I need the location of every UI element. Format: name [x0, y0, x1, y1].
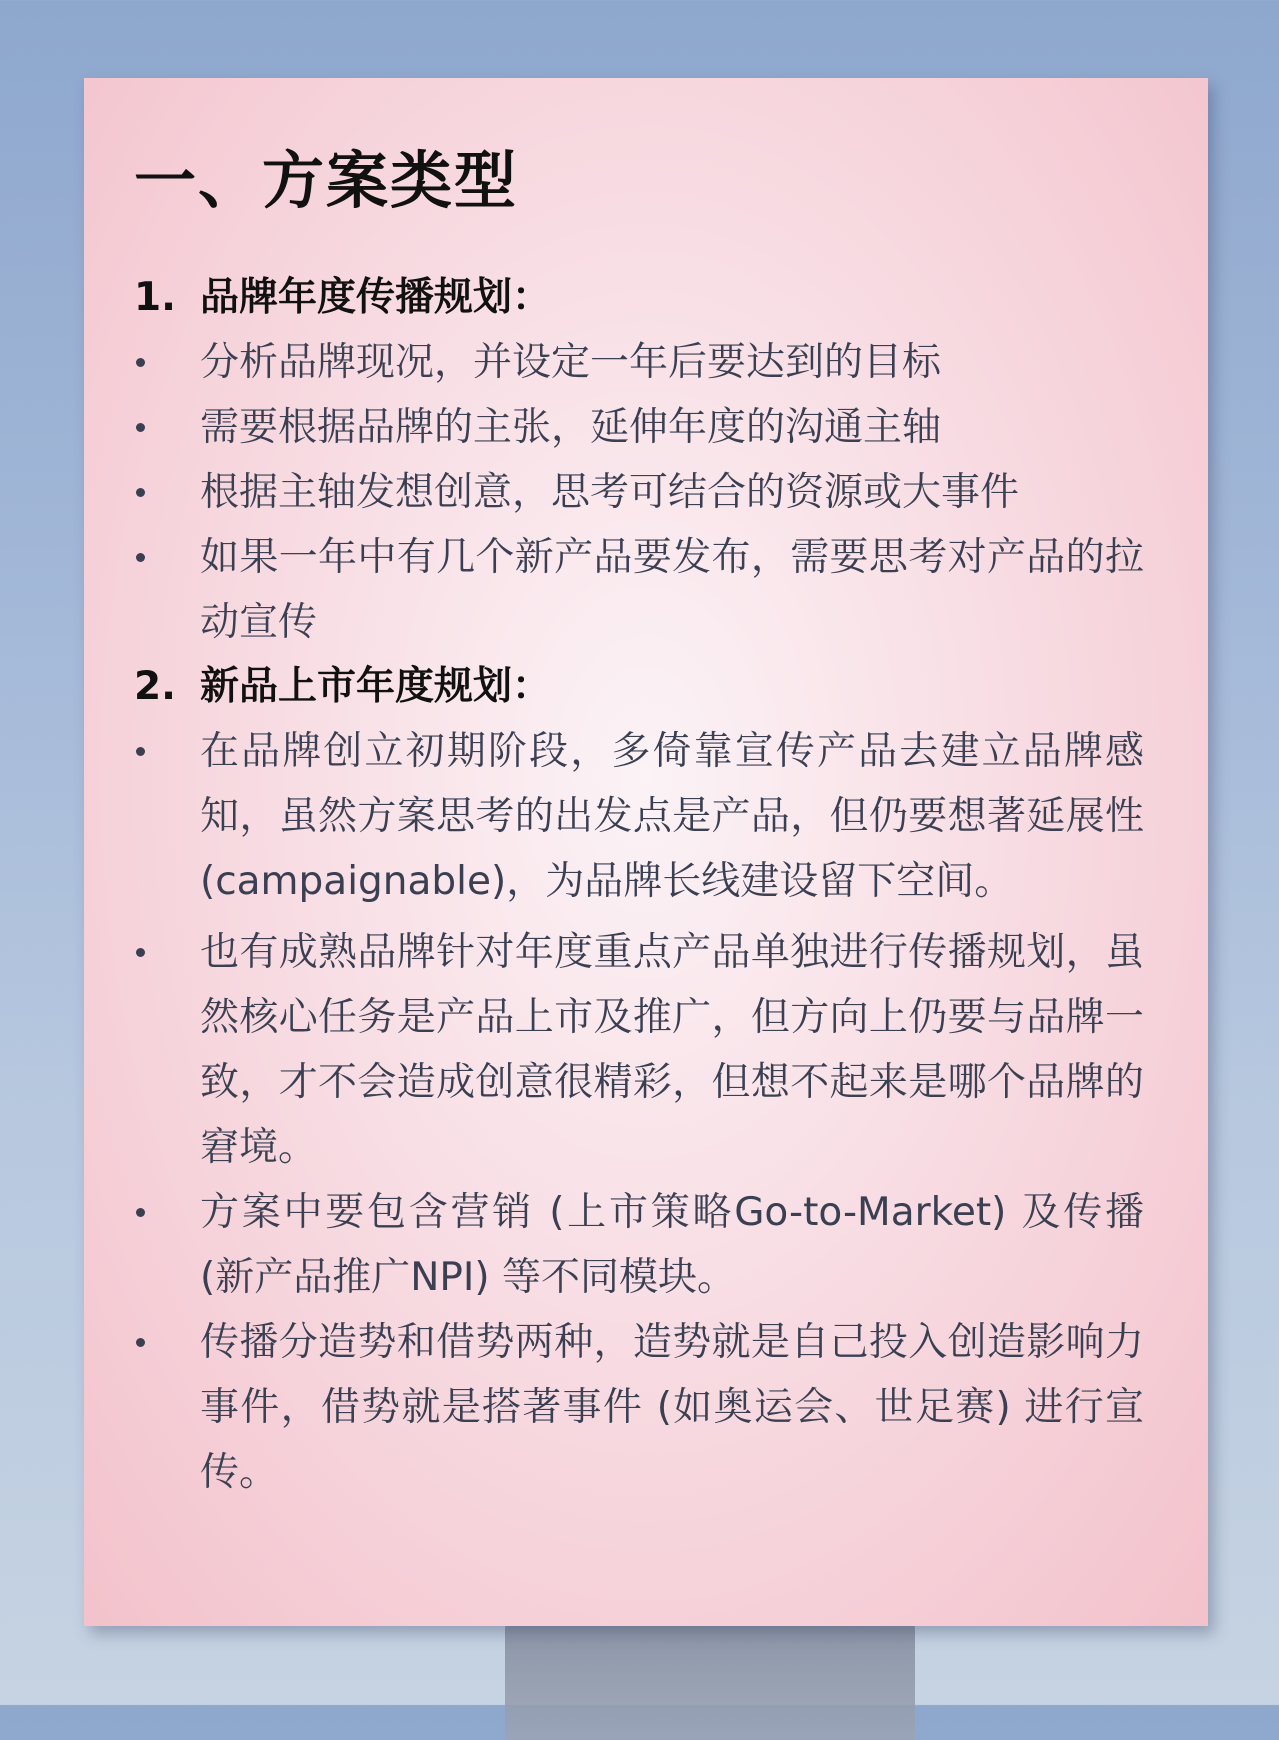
list-item-text: 方案中要包含营销 (上市策略Go-to-Market) 及传播 (新产品推广NPI) 等不同模块。 [200, 1190, 1144, 1300]
list-item-text: 分析品牌现况，并设定一年后要达到的目标 [200, 340, 942, 385]
list-item [134, 460, 1144, 525]
list-item [134, 719, 1144, 914]
list-item [134, 525, 1144, 655]
bullet-icon [134, 920, 200, 985]
section-heading-2 [134, 655, 1144, 719]
list-item-text: 如果一年中有几个新产品要发布，需要思考对产品的拉动宣传 [200, 535, 1144, 645]
list-item-text: 也有成熟品牌针对年度重点产品单独进行传播规划，虽然核心任务是产品上市及推广，但方向上仍要与品牌一致，才不会造成创意很精彩，但想不起来是哪个品牌的窘境。 [200, 930, 1144, 1170]
list-item [134, 920, 1144, 1180]
bullet-icon [134, 525, 200, 590]
section-heading-1 [134, 266, 1144, 330]
section-number: 2. [134, 664, 176, 709]
section-number: 1. [134, 275, 176, 320]
list-item [134, 330, 1144, 395]
list-item-text: 在品牌创立初期阶段，多倚靠宣传产品去建立品牌感知，虽然方案思考的出发点是产品，但仍要想著延展性(campaignable)，为品牌长线建设留下空间。 [200, 729, 1144, 904]
list-item [134, 1180, 1144, 1310]
content-card [84, 78, 1208, 1626]
list-item-text: 传播分造势和借势两种，造势就是自己投入创造影响力事件，借势就是搭著事件 (如奥运会、世足赛) 进行宣传。 [200, 1320, 1144, 1495]
list-item-text: 根据主轴发想创意，思考可结合的资源或大事件 [200, 470, 1020, 515]
bullet-icon [134, 1180, 200, 1245]
section-title: 品牌年度传播规划： [200, 275, 552, 320]
bullet-icon [134, 330, 200, 395]
list-item [134, 395, 1144, 460]
bullet-icon [134, 460, 200, 525]
content-body [134, 266, 1144, 1505]
section-title: 新品上市年度规划： [200, 664, 552, 709]
page-title: 一、方案类型 [134, 144, 519, 217]
bullet-icon [134, 1310, 200, 1375]
bullet-icon [134, 395, 200, 460]
list-item-text: 需要根据品牌的主张，延伸年度的沟通主轴 [200, 405, 942, 450]
list-item [134, 1310, 1144, 1505]
bullet-icon [134, 719, 200, 784]
